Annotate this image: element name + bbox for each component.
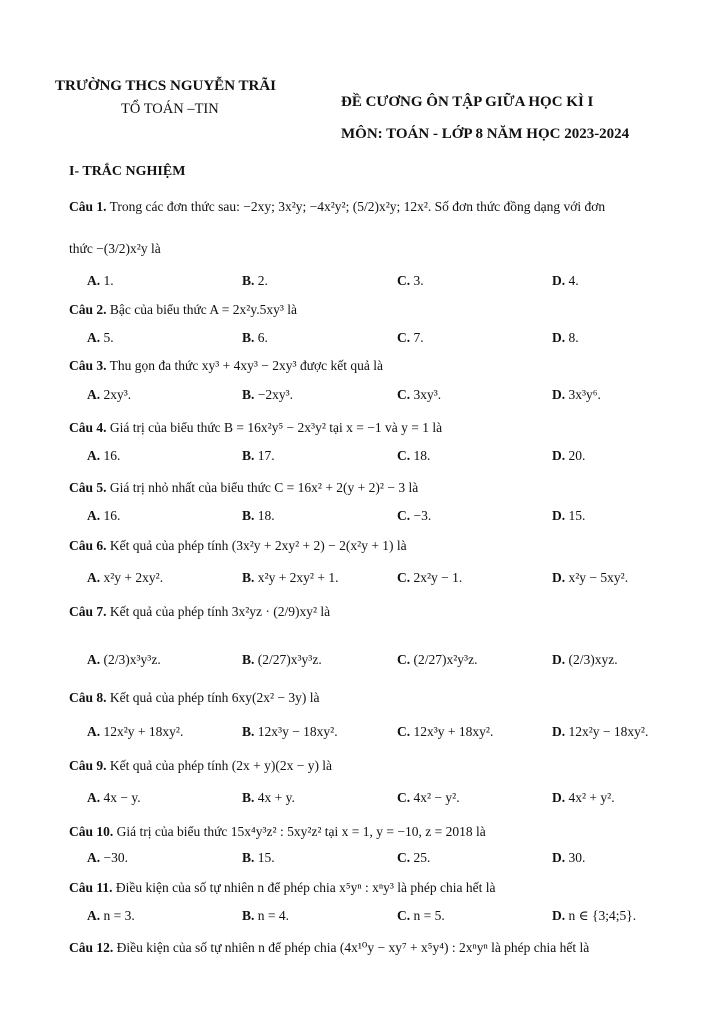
answer-option <box>552 330 579 346</box>
option-text: 7. <box>413 330 424 345</box>
question-9 <box>69 758 332 774</box>
answer-option <box>552 790 615 806</box>
option-letter: C. <box>397 908 411 923</box>
option-letter: A. <box>87 790 101 805</box>
option-letter: D. <box>552 387 566 402</box>
option-letter: A. <box>87 908 101 923</box>
question-text: Giá trị của biểu thức B = 16x²y⁵ − 2x³y² tại x = −1 và y = 1 là <box>109 420 443 435</box>
option-letter: D. <box>552 652 566 667</box>
answer-option <box>242 790 295 806</box>
answer-option <box>397 330 424 346</box>
option-letter: A. <box>87 652 101 667</box>
answer-option <box>87 387 131 403</box>
question-label: Câu 10. <box>69 824 114 839</box>
option-letter: D. <box>552 790 566 805</box>
option-text: 12x³y + 18xy². <box>413 724 494 739</box>
option-text: n ∈ {3;4;5}. <box>568 908 637 923</box>
answer-option <box>552 850 585 866</box>
option-text: (2/3)x³y³z. <box>103 652 161 667</box>
answer-option <box>242 724 338 740</box>
option-letter: A. <box>87 448 101 463</box>
question-4 <box>69 420 442 436</box>
school-name: TRƯỜNG THCS NGUYỄN TRÃI <box>55 78 277 94</box>
option-letter: B. <box>242 790 255 805</box>
option-letter: C. <box>397 273 411 288</box>
answer-option <box>397 570 462 586</box>
option-letter: C. <box>397 387 411 402</box>
question-label: Câu 11. <box>69 880 113 895</box>
department-name: TỔ TOÁN –TIN <box>121 101 219 117</box>
answer-option <box>242 570 338 586</box>
answer-option <box>87 508 120 524</box>
question-11 <box>69 880 495 896</box>
option-text: 2. <box>257 273 268 288</box>
option-text: 5. <box>103 330 114 345</box>
option-letter: A. <box>87 570 101 585</box>
option-letter: A. <box>87 724 101 739</box>
question-text: Điều kiện của số tự nhiên n để phép chia x⁵yⁿ : xⁿy³ là phép chia hết là <box>115 880 496 895</box>
option-text: 18. <box>413 448 431 463</box>
option-letter: C. <box>397 790 411 805</box>
answer-option <box>397 273 424 289</box>
option-letter: D. <box>552 330 566 345</box>
answer-option <box>552 448 585 464</box>
option-letter: B. <box>242 850 255 865</box>
answer-option <box>87 570 163 586</box>
answer-option <box>397 508 431 524</box>
answer-option <box>87 850 128 866</box>
option-letter: D. <box>552 908 566 923</box>
question-label: Câu 5. <box>69 480 107 495</box>
option-text: (2/27)x²y³z. <box>413 652 478 667</box>
option-letter: C. <box>397 850 411 865</box>
answer-option <box>242 273 268 289</box>
option-text: 25. <box>413 850 431 865</box>
question-text: Kết quả của phép tính (2x + y)(2x − y) là <box>109 758 333 773</box>
option-letter: D. <box>552 508 566 523</box>
option-text: 12x³y − 18xy². <box>257 724 338 739</box>
option-text: 3. <box>413 273 424 288</box>
question-text: Thu gọn đa thức xy³ + 4xy³ − 2xy³ được kết quả là <box>109 358 383 373</box>
answer-option <box>397 448 430 464</box>
option-letter: C. <box>397 330 411 345</box>
question-label: Câu 6. <box>69 538 107 553</box>
answer-option <box>242 330 268 346</box>
option-text: 1. <box>103 273 114 288</box>
option-text: 18. <box>257 508 275 523</box>
option-text: 4x − y. <box>103 790 141 805</box>
answer-option <box>87 724 183 740</box>
answer-option <box>397 387 441 403</box>
option-text: n = 5. <box>413 908 445 923</box>
question-label: Câu 7. <box>69 604 107 619</box>
option-letter: B. <box>242 508 255 523</box>
option-text: x²y + 2xy². <box>103 570 164 585</box>
subject-line: MÔN: TOÁN - LỚP 8 NĂM HỌC 2023-2024 <box>341 126 630 142</box>
option-text: 4x² + y². <box>568 790 615 805</box>
answer-option <box>552 724 648 740</box>
option-text: 15. <box>257 850 275 865</box>
option-letter: B. <box>242 387 255 402</box>
question-label: Câu 2. <box>69 302 107 317</box>
option-letter: B. <box>242 330 255 345</box>
answer-option <box>87 652 161 668</box>
option-letter: C. <box>397 570 411 585</box>
question-10 <box>69 824 486 840</box>
answer-option <box>87 790 141 806</box>
answer-option <box>242 850 275 866</box>
option-text: 15. <box>568 508 586 523</box>
option-text: 30. <box>568 850 586 865</box>
option-text: 2x²y − 1. <box>413 570 463 585</box>
option-text: 16. <box>103 448 121 463</box>
answer-option <box>242 387 293 403</box>
option-letter: D. <box>552 850 566 865</box>
answer-option <box>87 273 114 289</box>
question-text: Kết quả của phép tính 6xy(2x² − 3y) là <box>109 690 320 705</box>
question-text: Giá trị của biểu thức 15x⁴y³z² : 5xy²z² tại x = 1, y = −10, z = 2018 là <box>116 824 486 839</box>
question-text: Trong các đơn thức sau: −2xy; 3x²y; −4x²y²; (5/2)x²y; 12x². Số đơn thức đồng dạng với đơn <box>109 199 606 214</box>
option-letter: B. <box>242 724 255 739</box>
option-text: 20. <box>568 448 586 463</box>
option-letter: A. <box>87 387 101 402</box>
option-text: x²y + 2xy² + 1. <box>257 570 339 585</box>
question-label: Câu 3. <box>69 358 107 373</box>
option-text: 4x² − y². <box>413 790 460 805</box>
answer-option <box>397 850 430 866</box>
question-label: Câu 12. <box>69 940 114 955</box>
option-letter: D. <box>552 570 566 585</box>
answer-option <box>552 508 585 524</box>
option-letter: D. <box>552 273 566 288</box>
option-letter: A. <box>87 330 101 345</box>
question-label: Câu 8. <box>69 690 107 705</box>
option-text: n = 4. <box>257 908 290 923</box>
option-text: −2xy³. <box>257 387 294 402</box>
option-text: 8. <box>568 330 579 345</box>
answer-option <box>87 448 120 464</box>
question-label: Câu 4. <box>69 420 107 435</box>
option-letter: C. <box>397 652 411 667</box>
option-text: −30. <box>103 850 128 865</box>
question-text: Kết quả của phép tính 3x²yz · (2/9)xy² là <box>109 604 331 619</box>
option-letter: B. <box>242 908 255 923</box>
answer-option <box>87 330 114 346</box>
answer-option <box>397 724 493 740</box>
option-letter: B. <box>242 570 255 585</box>
question-text-continued: thức −(3/2)x²y là <box>69 241 161 256</box>
option-text: 3x³y⁶. <box>568 387 601 402</box>
question-label: Câu 1. <box>69 199 107 214</box>
answer-option <box>242 448 275 464</box>
option-text: (2/27)x³y³z. <box>257 652 322 667</box>
option-text: 17. <box>257 448 275 463</box>
question-6 <box>69 538 407 554</box>
question-2 <box>69 302 297 318</box>
option-text: 12x²y − 18xy². <box>568 724 649 739</box>
answer-option <box>242 652 322 668</box>
question-5 <box>69 480 418 496</box>
option-text: 2xy³. <box>103 387 132 402</box>
answer-option <box>397 908 445 924</box>
question-12 <box>69 940 589 956</box>
option-text: 16. <box>103 508 121 523</box>
option-text: −3. <box>413 508 432 523</box>
answer-option <box>552 652 618 668</box>
option-text: 3xy³. <box>413 387 442 402</box>
option-letter: B. <box>242 273 255 288</box>
option-letter: C. <box>397 448 411 463</box>
answer-option <box>397 790 460 806</box>
option-letter: B. <box>242 448 255 463</box>
option-text: 4. <box>568 273 579 288</box>
question-text: Bậc của biểu thức A = 2x²y.5xy³ là <box>109 302 297 317</box>
option-letter: C. <box>397 724 411 739</box>
answer-option <box>552 273 579 289</box>
answer-option <box>552 387 601 403</box>
question-1 <box>69 199 605 215</box>
option-text: x²y − 5xy². <box>568 570 629 585</box>
question-text: Điều kiện của số tự nhiên n để phép chia (4x¹⁰y − xy⁷ + x⁵y⁴) : 2xⁿyⁿ là phép chia hết là <box>116 940 590 955</box>
option-letter: C. <box>397 508 411 523</box>
option-text: 4x + y. <box>257 790 295 805</box>
answer-option <box>552 570 628 586</box>
option-letter: D. <box>552 724 566 739</box>
question-label: Câu 9. <box>69 758 107 773</box>
answer-option <box>87 908 135 924</box>
option-text: 6. <box>257 330 268 345</box>
option-letter: B. <box>242 652 255 667</box>
document-title: ĐỀ CƯƠNG ÔN TẬP GIỮA HỌC KÌ I <box>341 94 594 110</box>
option-letter: A. <box>87 273 101 288</box>
question-7 <box>69 604 330 620</box>
option-letter: A. <box>87 508 101 523</box>
option-letter: D. <box>552 448 566 463</box>
question-3 <box>69 358 383 374</box>
option-text: (2/3)xyz. <box>568 652 618 667</box>
question-text: Kết quả của phép tính (3x²y + 2xy² + 2) − 2(x²y + 1) là <box>109 538 407 553</box>
answer-option <box>242 508 275 524</box>
option-letter: A. <box>87 850 101 865</box>
option-text: n = 3. <box>103 908 135 923</box>
section-heading: I- TRẮC NGHIỆM <box>69 164 186 179</box>
question-8 <box>69 690 320 706</box>
question-text: Giá trị nhỏ nhất của biểu thức C = 16x² + 2(y + 2)² − 3 là <box>109 480 419 495</box>
option-text: 12x²y + 18xy². <box>103 724 184 739</box>
answer-option <box>397 652 477 668</box>
answer-option <box>552 908 636 924</box>
answer-option <box>242 908 289 924</box>
